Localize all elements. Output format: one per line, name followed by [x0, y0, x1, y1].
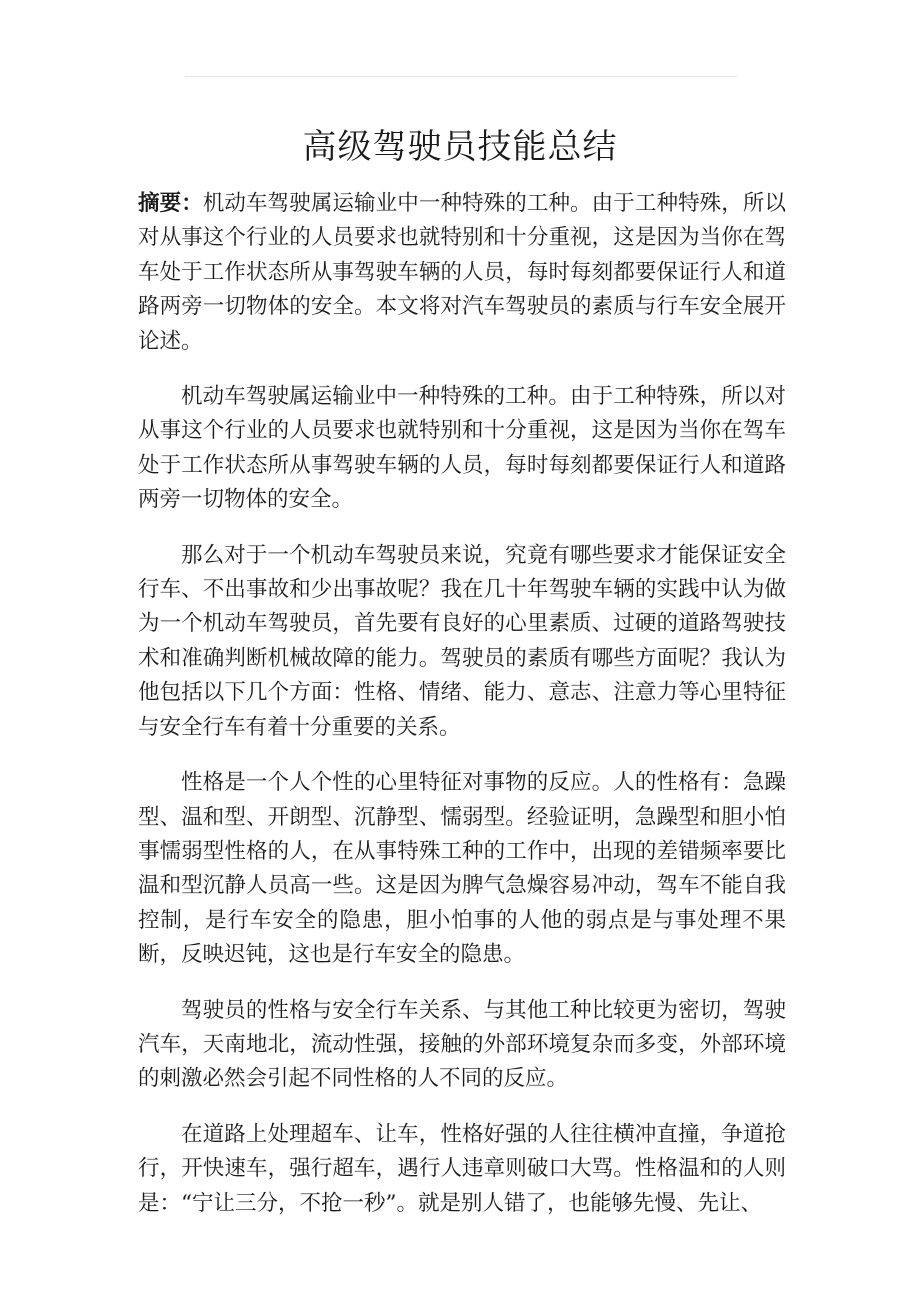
body-paragraph-1: 机动车驾驶属运输业中一种特殊的工种。由于工种特殊，所以对从事这个行业的人员要求也就特别和十分重视，这是因为当你在驾车处于工作状态所从事驾驶车辆的人员，每时每刻都要保证行人和道路两旁一切物体的安全。: [138, 384, 786, 513]
abstract-label: 摘要：: [138, 191, 203, 216]
body-paragraph-5: 在道路上处理超车、让车，性格好强的人往往横冲直撞，争道抢行，开快速车，强行超车，遇行人违章则破口大骂。性格温和的人则是：“宁让三分，不抢一秒”。就是别人错了，也能够先慢、先让、: [138, 1121, 786, 1216]
body-paragraph-2: 那么对于一个机动车驾驶员来说，究竟有哪些要求才能保证安全行车、不出事故和少出事故呢？我在几十年驾驶车辆的实践中认为做为一个机动车驾驶员，首先要有良好的心里素质、过硬的道路驾驶技术和准确判断机械故障的能力。驾驶员的素质有哪些方面呢？我认为他包括以下几个方面：性格、情绪、能力、意志、注意力等心里特征与安全行车有着十分重要的关系。: [138, 542, 786, 740]
body-paragraph-3: 性格是一个人个性的心里特征对事物的反应。人的性格有：急躁型、温和型、开朗型、沉静型、懦弱型。经验证明，急躁型和胆小怕事懦弱型性格的人，在从事特殊工种的工作中，出现的差错频率要比温和型沉静人员高一些。这是因为脾气急燥容易冲动，驾车不能自我控制，是行车安全的隐患，胆小怕事的人他的弱点是与事处理不果断，反映迟钝，这也是行车安全的隐患。: [138, 770, 786, 968]
document-body: [138, 187, 786, 1221]
abstract-text: 机动车驾驶属运输业中一种特殊的工种。由于工种特殊，所以对从事这个行业的人员要求也就特别和十分重视，这是因为当你在驾车处于工作状态所从事驾驶车辆的人员，每时每刻都要保证行人和道路两旁一切物体的安全。本文将对汽车驾驶员的素质与行车安全展开论述。: [138, 191, 786, 354]
abstract-paragraph: [138, 187, 786, 359]
document-title: 高级驾驶员技能总结: [302, 127, 618, 167]
body-paragraph-4: 驾驶员的性格与安全行车关系、与其他工种比较更为密切，驾驶汽车，天南地北，流动性强，接触的外部环境复杂而多变，外部环境的刺激必然会引起不同性格的人不同的反应。: [138, 997, 786, 1092]
header-rule: [185, 76, 737, 77]
